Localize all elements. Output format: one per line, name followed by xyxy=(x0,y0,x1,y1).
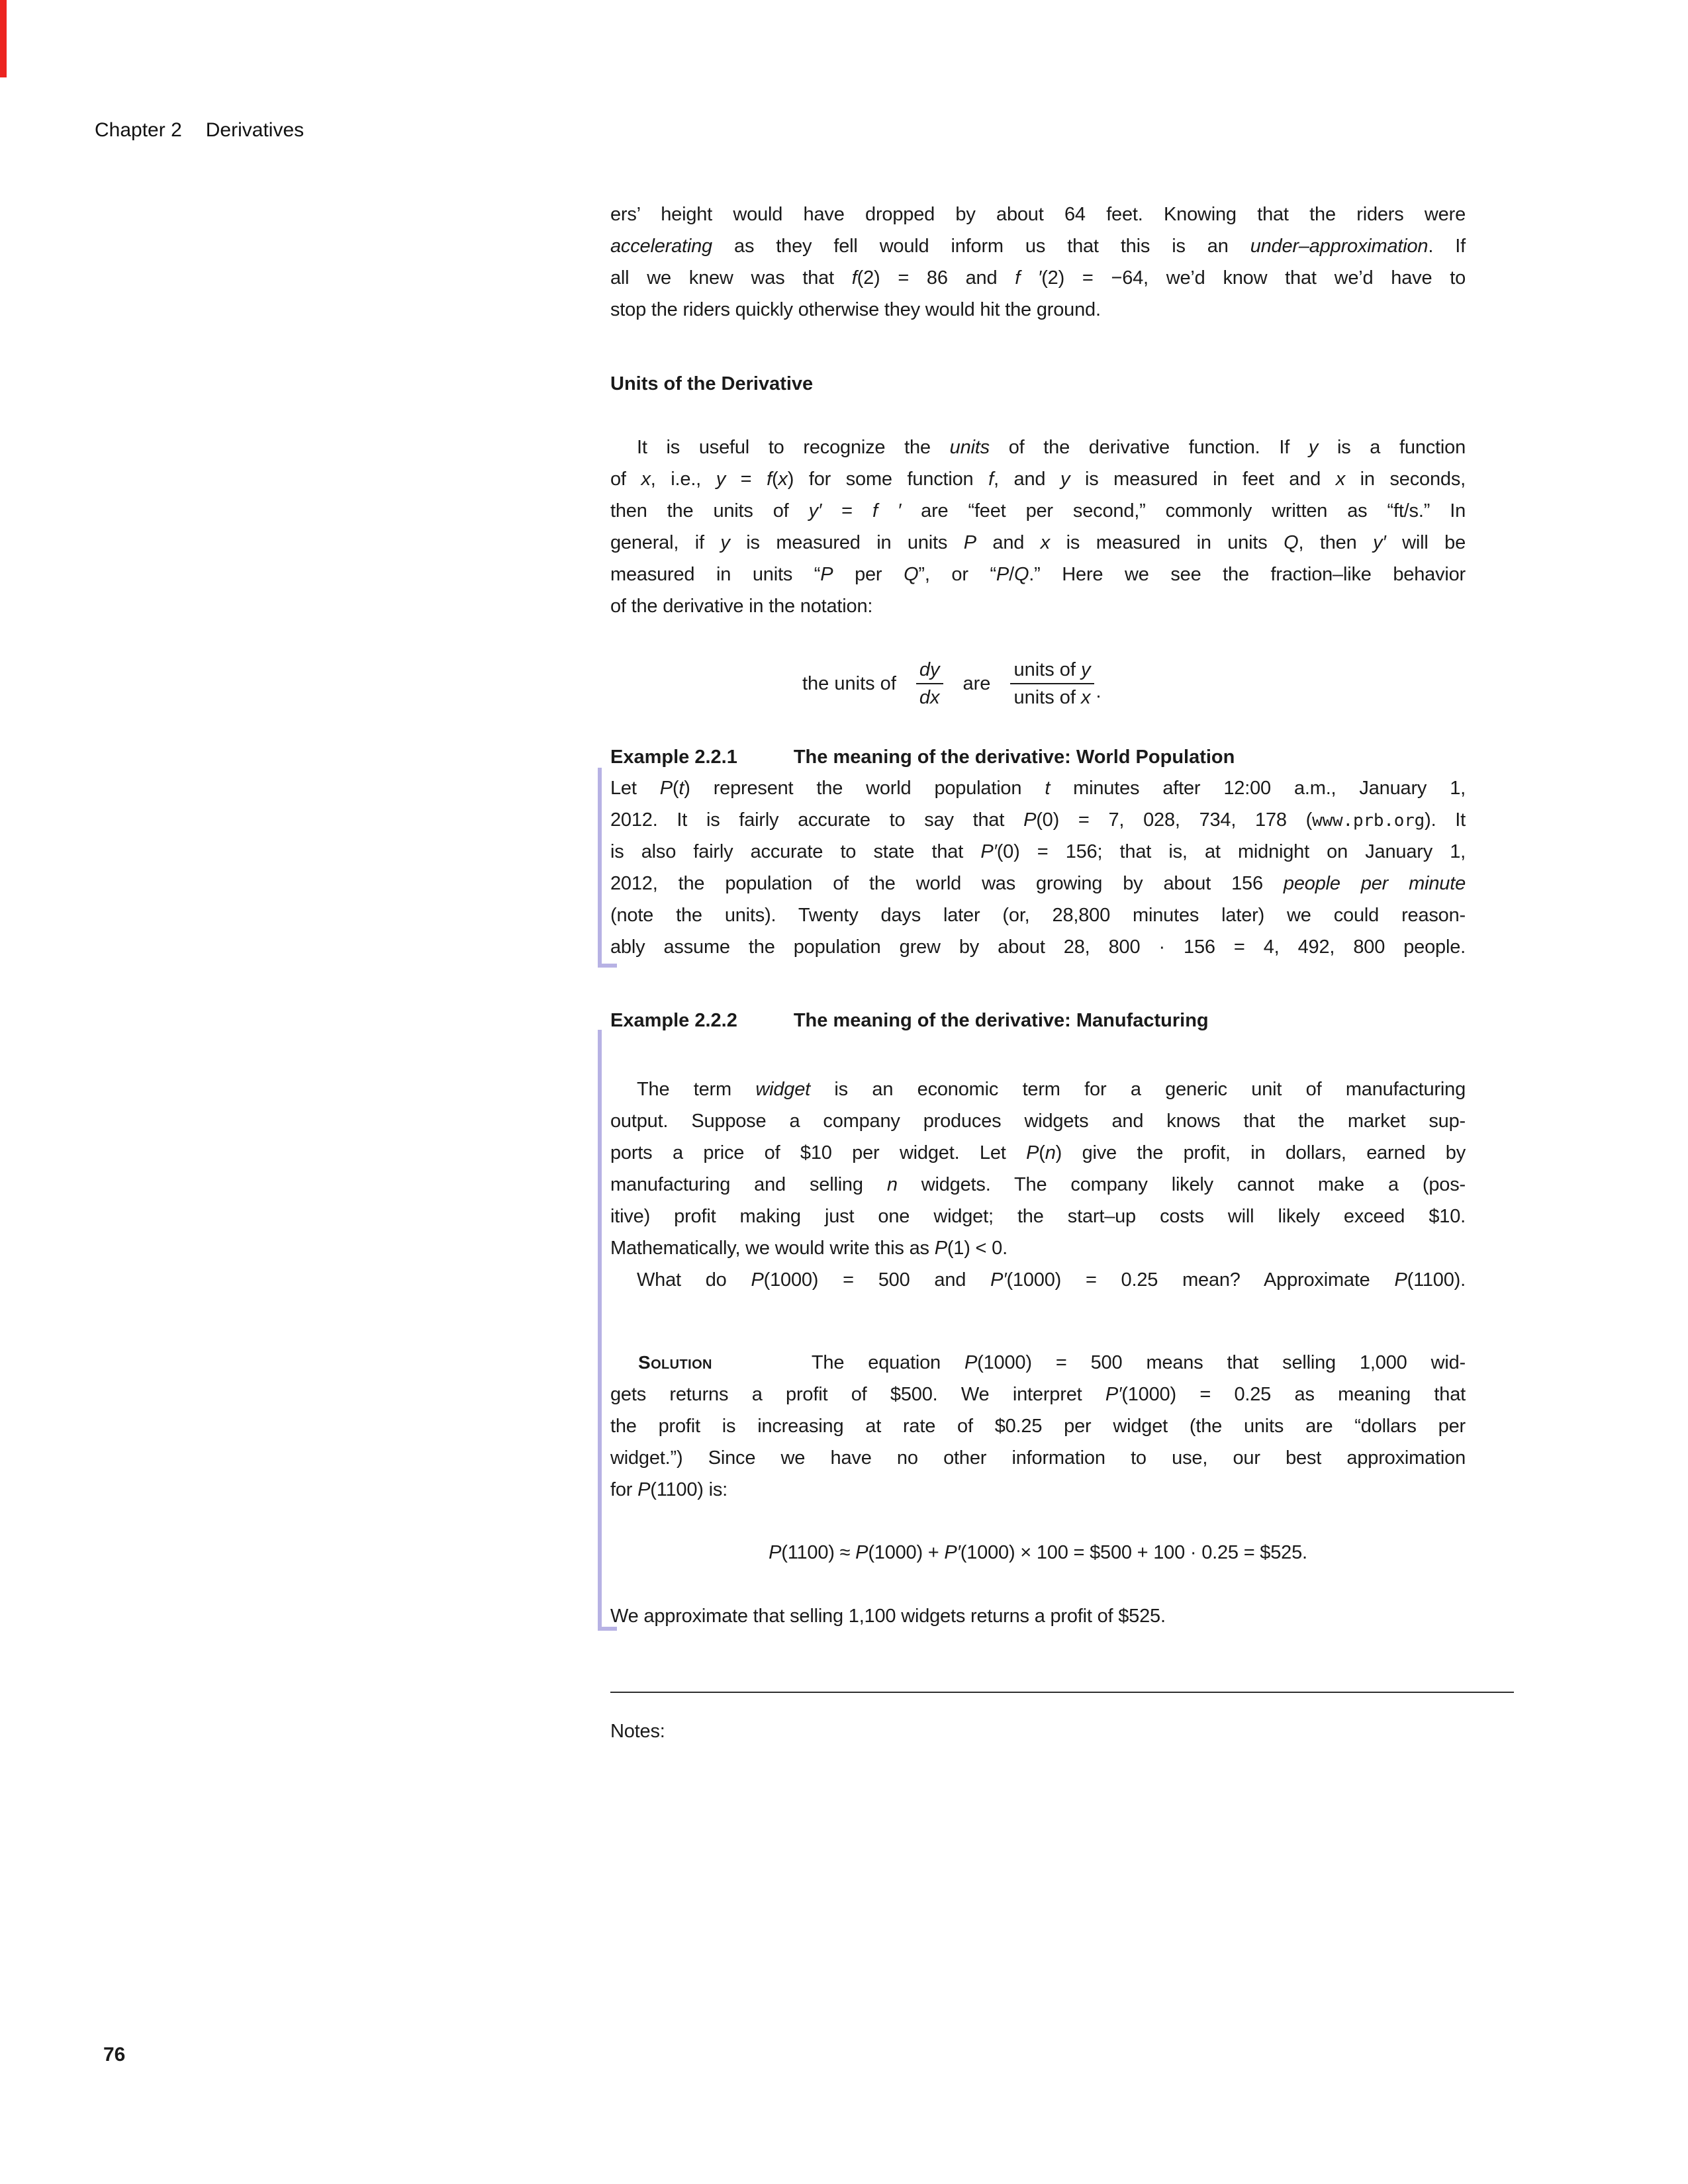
text-run: units of xyxy=(1013,687,1081,708)
units-paragraph xyxy=(610,432,1466,622)
text-run: (1100). xyxy=(1407,1269,1466,1291)
text-run: under–approximation xyxy=(1250,236,1429,257)
text-run: itive) profit making just one widget; the start–up costs will likely exceed $10. xyxy=(610,1206,1466,1227)
text-run: P′ xyxy=(990,1269,1007,1291)
text-line xyxy=(610,1169,1466,1201)
example-title: The meaning of the derivative: Manufacturing xyxy=(793,1010,1209,1031)
text-run: of the derivative in the notation: xyxy=(610,596,873,617)
fraction-numerator: dy xyxy=(916,658,943,684)
formula-middle: are xyxy=(962,672,991,694)
text-run: x xyxy=(1335,469,1346,490)
text-run: (2) = 86 and xyxy=(857,267,1015,289)
notes-divider-rule xyxy=(610,1692,1514,1693)
text-run: per xyxy=(833,564,904,585)
chapter-label: Chapter 2 xyxy=(95,119,182,141)
section-heading-units-of-the-derivative: Units of the Derivative xyxy=(610,373,814,394)
text-run: minutes after 12:00 a.m., January 1, xyxy=(1050,778,1466,799)
example-label: Example 2.2.1 xyxy=(610,747,737,768)
text-run: P xyxy=(964,1352,978,1373)
text-run: (1000) = 0.25 as meaning that xyxy=(1121,1384,1466,1405)
text-line xyxy=(610,931,1466,963)
text-line xyxy=(610,199,1466,230)
text-line xyxy=(610,1105,1466,1137)
text-run: P xyxy=(996,564,1009,585)
closing-sentence xyxy=(610,1600,1466,1632)
text-run: ably assume the population grew by about 28, 800 · 156 = 4, 492, 800 people. xyxy=(610,936,1466,958)
text-run: measured in units “ xyxy=(610,564,821,585)
text-run: units xyxy=(949,437,990,458)
fraction-numerator xyxy=(1010,658,1094,684)
text-run: is measured in units xyxy=(729,532,964,553)
text-run: f ′ xyxy=(872,500,902,522)
text-run: ports a price of $10 per widget. Let xyxy=(610,1142,1027,1163)
text-run: x xyxy=(1081,687,1091,708)
text-run: P xyxy=(963,532,976,553)
text-line xyxy=(610,1264,1466,1296)
text-run: ). It xyxy=(1425,809,1466,831)
text-run: all we knew was that xyxy=(610,267,852,289)
text-line xyxy=(610,1347,1466,1379)
units-formula xyxy=(802,641,1102,727)
text-run: the profit is increasing at rate of $0.25 per widget (the units are “dollars per xyxy=(610,1416,1466,1437)
example-margin-bar xyxy=(598,768,602,965)
text-run: f xyxy=(767,469,772,490)
text-run: accelerating xyxy=(610,236,712,257)
text-run: as they fell would inform us that this is an xyxy=(712,236,1250,257)
text-run: of xyxy=(610,469,641,490)
text-run: y xyxy=(1308,437,1319,458)
example-2-2-1-heading xyxy=(610,741,1466,773)
text-line xyxy=(610,1232,1466,1264)
text-line xyxy=(610,1474,1466,1506)
text-run: then the units of xyxy=(610,500,809,522)
text-run: P xyxy=(855,1542,868,1563)
text-line xyxy=(610,294,1466,326)
text-run: will be xyxy=(1385,532,1466,553)
text-run: Solution xyxy=(638,1352,712,1373)
text-run: (note the units). Twenty days later (or, 28,800 minutes later) we could reason- xyxy=(610,905,1466,926)
text-run: (0) = 7, 028, 734, 178 ( xyxy=(1036,809,1313,831)
text-run: n xyxy=(1045,1142,1056,1163)
text-run: is a function xyxy=(1318,437,1466,458)
text-line xyxy=(610,432,1466,463)
example-margin-bar-foot xyxy=(598,964,617,968)
text-line xyxy=(610,495,1466,527)
text-run: / xyxy=(1009,564,1014,585)
text-run: P′ xyxy=(980,841,997,862)
text-run: for xyxy=(610,1479,638,1500)
text-run: y′ xyxy=(1373,532,1386,553)
text-run: P′ xyxy=(944,1542,961,1563)
text-run: P xyxy=(1394,1269,1407,1291)
text-run: = xyxy=(821,500,872,522)
text-run: f ′ xyxy=(1015,267,1042,289)
text-run: ) represent the world population xyxy=(684,778,1045,799)
text-line xyxy=(610,1073,1466,1105)
text-run: ers’ height would have dropped by about 64 feet. Knowing that the riders were xyxy=(610,204,1466,225)
text-run: is also fairly accurate to state that xyxy=(610,841,981,862)
text-run: y xyxy=(716,469,726,490)
text-run: are “feet per second,” commonly written as “ft/s.” In xyxy=(901,500,1466,522)
example-2-2-1-body xyxy=(610,772,1466,963)
example-margin-bar xyxy=(598,1030,602,1628)
text-run: Q xyxy=(904,564,919,585)
text-run: f xyxy=(988,469,994,490)
text-run: is measured in feet and xyxy=(1070,469,1336,490)
text-line xyxy=(610,868,1466,899)
text-run: gets returns a profit of $500. We interpret xyxy=(610,1384,1105,1405)
text-line xyxy=(610,899,1466,931)
text-run: 2012. It is fairly accurate to say that xyxy=(610,809,1024,831)
derivative-fraction xyxy=(916,658,943,709)
text-run: y xyxy=(1060,469,1070,490)
text-run: of the derivative function. If xyxy=(989,437,1309,458)
text-run: P xyxy=(659,778,673,799)
text-run: general, if xyxy=(610,532,721,553)
text-run: P xyxy=(934,1238,947,1259)
text-run: P xyxy=(820,564,833,585)
text-run: y′ xyxy=(808,500,822,522)
text-run: = xyxy=(726,469,767,490)
text-run: (1000) = 500 means that selling 1,000 wid- xyxy=(977,1352,1466,1373)
text-run: It is useful to recognize the xyxy=(637,437,950,458)
text-run: (1) < 0. xyxy=(947,1238,1008,1259)
running-header xyxy=(95,119,304,142)
text-run: t xyxy=(1045,778,1051,799)
text-line xyxy=(610,836,1466,868)
text-line xyxy=(610,262,1466,294)
text-run: (1000) = 500 and xyxy=(763,1269,991,1291)
intro-paragraph xyxy=(610,199,1466,326)
notes-label: Notes: xyxy=(610,1721,665,1742)
text-run: is measured in units xyxy=(1050,532,1284,553)
text-run: ) give the profit, in dollars, earned by xyxy=(1055,1142,1466,1163)
text-run: , i.e., xyxy=(650,469,716,490)
text-run: x xyxy=(1040,532,1051,553)
text-run: P′ xyxy=(1105,1384,1122,1405)
text-run: (2) = −64, we’d know that we’d have to xyxy=(1041,267,1466,289)
text-run: Q xyxy=(1013,564,1029,585)
text-run: (1100) is: xyxy=(650,1479,727,1500)
text-run: P xyxy=(637,1479,651,1500)
units-fraction xyxy=(1010,658,1094,709)
text-run: ( xyxy=(1039,1142,1045,1163)
text-line xyxy=(610,559,1466,590)
text-run: units of xyxy=(1013,659,1081,680)
text-line xyxy=(610,590,1466,622)
text-run: widget xyxy=(755,1079,811,1100)
text-line xyxy=(610,463,1466,495)
text-run: ) for some function xyxy=(787,469,989,490)
solution-paragraph xyxy=(610,1347,1466,1506)
text-run: Q xyxy=(1284,532,1299,553)
text-run: (1000) + xyxy=(868,1542,945,1563)
fraction-denominator xyxy=(1010,684,1094,709)
text-run: , then xyxy=(1298,532,1374,553)
text-run: is an economic term for a generic unit of manufacturing xyxy=(810,1079,1466,1100)
text-run: output. Suppose a company produces widgets and knows that the market sup- xyxy=(610,1111,1466,1132)
text-line xyxy=(610,804,1466,836)
red-corner-marker xyxy=(0,0,7,77)
fraction-denominator: dx xyxy=(919,687,940,708)
text-run: P xyxy=(751,1269,764,1291)
page-number: 76 xyxy=(103,2044,126,2066)
text-run: x xyxy=(641,469,651,490)
text-run: www.prb.org xyxy=(1312,811,1425,831)
text-run: The term xyxy=(637,1079,756,1100)
text-run: and xyxy=(976,532,1041,553)
text-run: (0) = 156; that is, at midnight on January 1, xyxy=(996,841,1466,862)
text-run: people per minute xyxy=(1283,873,1466,894)
example-2-2-2-heading xyxy=(610,1005,1466,1036)
text-run: P xyxy=(769,1542,782,1563)
text-run: (1000) = 0.25 mean? Approximate xyxy=(1006,1269,1395,1291)
text-run: . If xyxy=(1428,236,1466,257)
text-run: The equation xyxy=(811,1352,965,1373)
text-run: ( xyxy=(771,469,778,490)
text-run: ( xyxy=(672,778,679,799)
formula-prefix: the units of xyxy=(802,672,896,694)
text-run: We approximate that selling 1,100 widgets returns a profit of $525. xyxy=(610,1606,1166,1627)
approximation-equation xyxy=(610,1537,1466,1569)
text-run: Let xyxy=(610,778,660,799)
text-run: .” Here we see the fraction–like behavior xyxy=(1029,564,1466,585)
text-line xyxy=(610,1442,1466,1474)
text-run: P xyxy=(1026,1142,1039,1163)
text-run: (1000) × 100 = $500 + 100 · 0.25 = $525. xyxy=(960,1542,1307,1563)
text-line xyxy=(610,1600,1466,1632)
text-run: ”, or “ xyxy=(918,564,996,585)
text-run: f xyxy=(851,267,857,289)
text-run: in seconds, xyxy=(1345,469,1466,490)
text-run: widgets. The company likely cannot make a (pos- xyxy=(897,1174,1466,1195)
formula-period: . xyxy=(1096,680,1102,702)
text-line xyxy=(610,230,1466,262)
text-run: stop the riders quickly otherwise they would hit the ground. xyxy=(610,299,1101,320)
text-run: widget.”) Since we have no other information to use, our best approximation xyxy=(610,1447,1466,1469)
text-line xyxy=(610,772,1466,804)
text-run: n xyxy=(886,1174,898,1195)
text-run: t xyxy=(679,778,684,799)
text-run: (1100) ≈ xyxy=(781,1542,856,1563)
example-title: The meaning of the derivative: World Population xyxy=(793,747,1235,768)
text-line xyxy=(610,1137,1466,1169)
chapter-title: Derivatives xyxy=(205,119,305,141)
text-line xyxy=(610,1201,1466,1232)
text-run: 2012, the population of the world was growing by about 156 xyxy=(610,873,1284,894)
text-run: y xyxy=(720,532,730,553)
text-run: P xyxy=(1023,809,1037,831)
example-2-2-2-body xyxy=(610,1073,1466,1296)
text-line xyxy=(610,1410,1466,1442)
text-run: manufacturing and selling xyxy=(610,1174,887,1195)
text-run: , and xyxy=(994,469,1060,490)
text-run: Mathematically, we would write this as xyxy=(610,1238,935,1259)
example-label: Example 2.2.2 xyxy=(610,1010,737,1031)
text-line xyxy=(610,527,1466,559)
text-line xyxy=(610,1379,1466,1410)
text-run: y xyxy=(1081,659,1091,680)
text-run: What do xyxy=(637,1269,751,1291)
text-run: x xyxy=(778,469,788,490)
